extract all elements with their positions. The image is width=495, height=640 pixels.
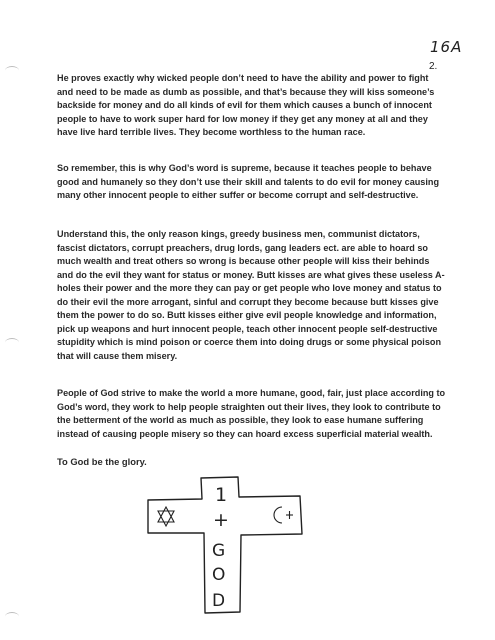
drawing-letter-g: G (212, 541, 226, 561)
drawing-letter-o: O (212, 565, 226, 585)
page-number: 2. (429, 61, 438, 72)
handwritten-page-number: 16A (430, 38, 463, 56)
paragraph-1: He proves exactly why wicked people don’t need to have the ability and power to fight and need to be made as dumb as possible, and that’s because they will kiss someone’s backside for money and do all kinds of evil for them which causes a bunch of innocent people to have to work super hard for low money if they get any money at all and they have live hard terrible lives. They become worthless to the human race. (57, 73, 435, 137)
closing-line: To God be the glory. (57, 456, 147, 467)
drawing-number-text: 1 (215, 484, 228, 506)
paragraph-3: Understand this, the only reason kings, greedy business men, communist dictators, fascist dictators, corrupt preachers, drug lords, gang leaders ect. are able to hoard so much wealth and treat others so wrong is because other people will kiss their behinds and do the evil they want for status or money. Butt kisses are what gives these useless A-holes their power and the more they can pay or get people who love money and status to do their evil the more arrogant, sinful and corrupt they become because butt kisses give them the power to do so. Butt kisses either give evil people knowledge and information, pick up weapons and hurt innocent people, teach other innocent people self-destructive stupidity which is mind poison or coerce them into doing drugs or some physical poison that will cause them misery. (57, 229, 445, 361)
paragraph-2: So remember, this is why God’s word is supreme, because it teaches people to behave good and humanely so they don’t use their skill and talents to do evil for money causing many other innocent people to either suffer or become corrupt and self-destructive. (57, 163, 439, 200)
drawing-plus-text: + (213, 509, 229, 531)
paragraph-4: People of God strive to make the world a more humane, good, fair, just place according to God’s word, they work to help people straighten out their lives, they look to contribute to the betterment of the world as much as possible, they look to ease humane suffering instead of causing people misery so they can hoard excess superficial material wealth. (57, 388, 446, 439)
star-of-david-icon (158, 507, 174, 526)
drawing-letter-d: D (212, 591, 226, 611)
crescent-cross-icon (274, 507, 293, 523)
